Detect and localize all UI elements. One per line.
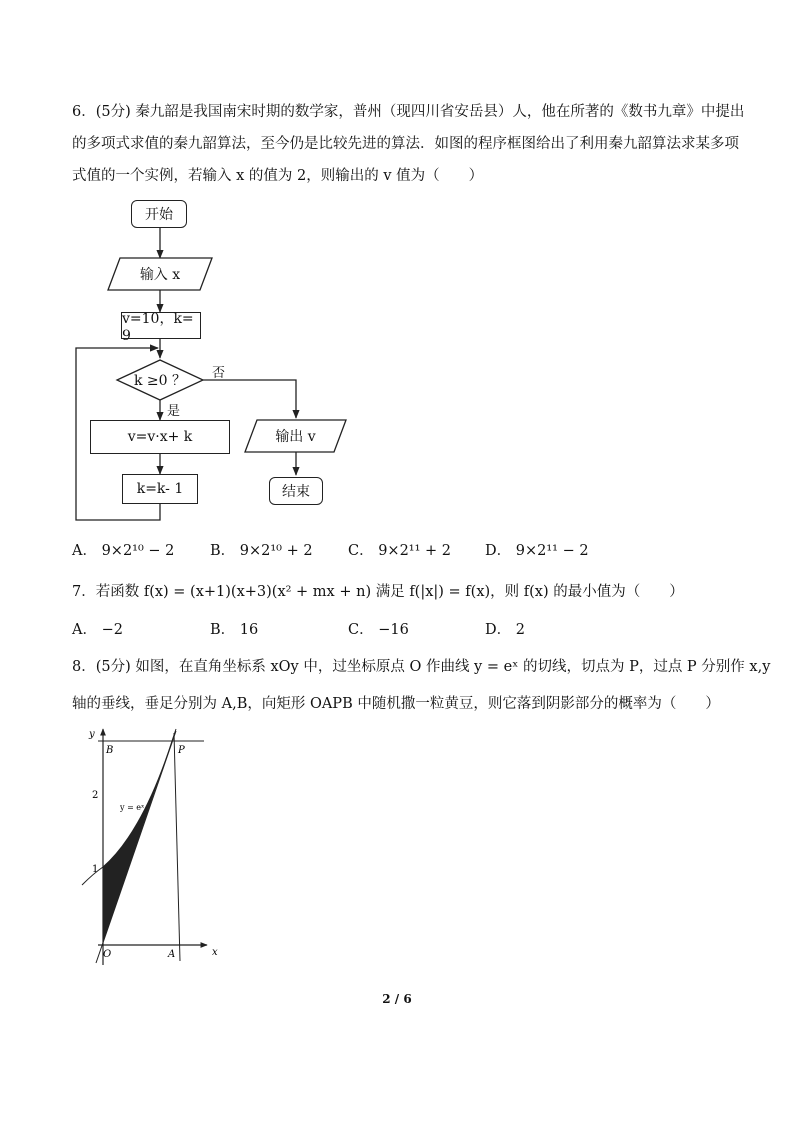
q7-option-d: D． 2 [485, 622, 525, 638]
tick-2-label: 2 [92, 790, 99, 801]
q6-option-c: C． 9×2¹¹ + 2 [348, 543, 452, 559]
point-p-label: P [178, 745, 185, 756]
q6-option-a: A． 9×2¹⁰ − 2 [72, 543, 175, 559]
page-number: 2 / 6 [382, 992, 412, 1006]
end-node: 结束 [269, 477, 323, 505]
q7-line-1: 7．若函数 f(x) = (x+1)(x+3)(x² + mx + n) 满足 f(|x|) = f(x)，则 f(x) 的最小值为（ ） [72, 584, 684, 600]
update-v-node: v=v·x+ k [90, 420, 230, 454]
point-o-label: O [103, 949, 112, 960]
q6-option-b: B． 9×2¹⁰ + 2 [210, 543, 313, 559]
condition-node: k ≥0 ？ [133, 373, 187, 389]
tangent-line [96, 731, 176, 963]
q7-option-a: A． −2 [72, 622, 123, 638]
q8-line-1: 8．(5分) 如图，在直角坐标系 xOy 中，过坐标原点 O 作曲线 y = eˣ 的切线，切点为 P，过点 P 分别作 x,y [72, 659, 771, 675]
tick-1-label: 1 [92, 864, 99, 875]
start-node: 开始 [131, 200, 187, 228]
q6-option-d: D． 9×2¹¹ − 2 [485, 543, 589, 559]
q7-option-c: C． −16 [348, 622, 409, 638]
q8-line-2: 轴的垂线，垂足分别为 A,B，向矩形 OAPB 中随机撒一粒黄豆，则它落到阴影部分的概率为（ ） [72, 696, 720, 712]
x-axis-label: x [212, 947, 218, 958]
q6-line-3: 式值的一个实例，若输入 x 的值为 2，则输出的 v 值为（ ） [72, 168, 484, 184]
point-a-label: A [168, 949, 176, 960]
update-k-node: k=k- 1 [122, 474, 198, 504]
point-b-label: B [106, 745, 114, 756]
q7-option-b: B． 16 [210, 622, 259, 638]
q8-graph [70, 725, 220, 970]
yes-label: 是 [167, 404, 181, 419]
q6-line-1: 6．(5分) 秦九韶是我国南宋时期的数学家，普州（现四川省安岳县）人，他在所著的《数书九章》中提出 [72, 104, 745, 120]
init-node: v=10，k= 9 [121, 312, 201, 339]
no-label: 否 [212, 366, 226, 381]
output-node: 输出 v [275, 429, 316, 445]
y-axis-label: y [89, 729, 95, 740]
line-pa [174, 733, 180, 961]
input-node: 输入 x [139, 267, 181, 283]
q6-line-2: 的多项式求值的秦九韶算法，至今仍是比较先进的算法．如图的程序框图给出了利用秦九韶算法求某多项 [72, 136, 739, 152]
curve-label: y = eˣ [120, 803, 145, 812]
